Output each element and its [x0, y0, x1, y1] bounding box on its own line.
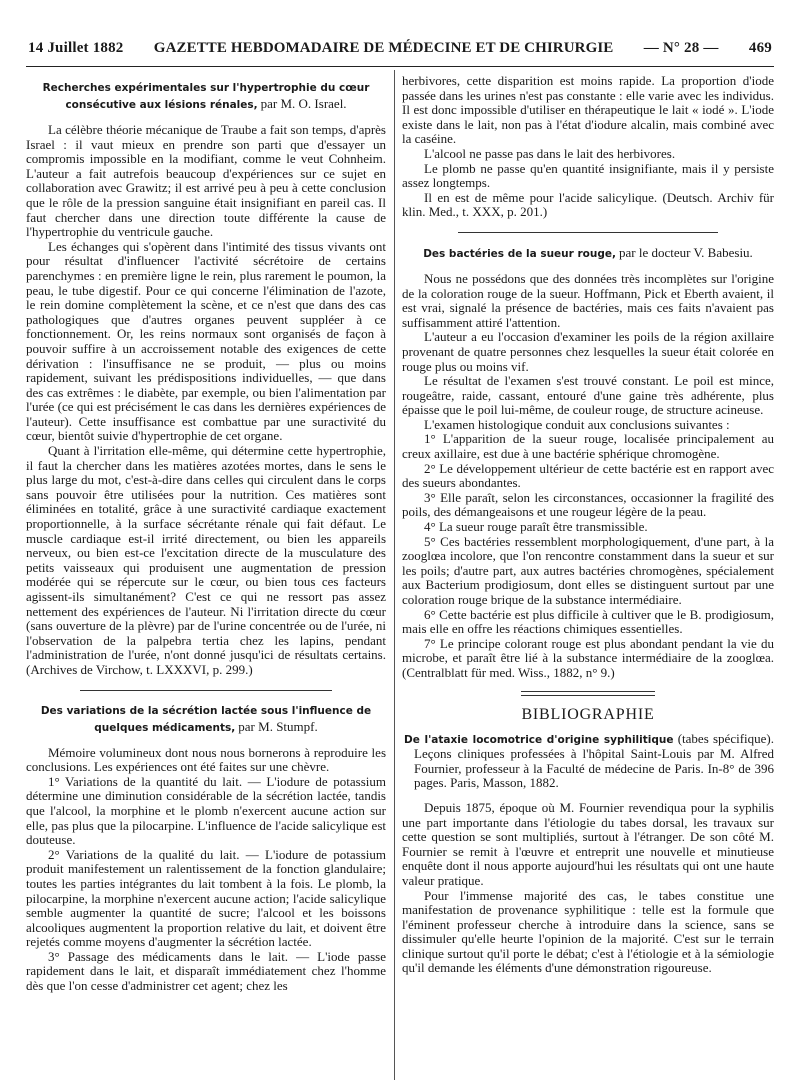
paragraph: Les échanges qui s'opèrent dans l'intimité des tissus vivants ont pour résultat d'influencer l'activité sécrétoire de certains parenchymes : en première ligne le rein, plus rarement le poumon, la peau, le tube digestif. Pour ce qui concerne l'élimination de l'azote, le rein domine complètement la scène, et ce n'est que dans des cas pathologiques que d'autres organes peuvent suppléer à ce fonctionnement. Or, les reins normaux sont organisés de façon à pouvoir suffire à un accroissement notable des exigences de cette dérivation : l'insuffisance ne se produit, — plus ou moins rapidement, suivant les prédispositions individuelles, — que dans des cas extrêmes : le diabète, par exemple, ou bien l'alimentation par l'urée (ce qui est précisément le cas dans les dernières expériences de l'auteur). Cette insuffisance est combattue par une suractivité du cœur, bientôt suivie d'hypertrophie de cet organe. [26, 238, 386, 444]
paragraph: L'alcool ne passe pas dans le lait des herbivores. [424, 145, 676, 161]
paragraph: L'examen histologique conduit aux conclusions suivantes : [424, 416, 730, 432]
paragraph: 4° La sueur rouge paraît être transmissible. [424, 519, 648, 535]
paragraph: 5° Ces bactéries ressemblent morphologiquement, d'une part, à la zooglœa incolore, que l'on rencontre constamment dans la sueur et sur les poils; d'autre part, aux autres bactéries chromogènes, spécialement aux Bacterium prodigiosum, dont elles se distinguent surtout par une coloration rouge brique de la substance intermédiaire. [402, 533, 774, 607]
section-separator [521, 691, 655, 696]
article-separator [458, 232, 718, 233]
header-rule [26, 66, 774, 67]
article-title-text: Recherches expérimentales sur l'hypertrophie du cœur consécutive aux lésions rénales, [42, 82, 370, 111]
paragraph: L'auteur a eu l'occasion d'examiner les poils de la région axillaire provenant de quatre personnes chez lesquelles la sueur était colorée en rouge plus ou moins vif. [402, 329, 774, 374]
article-author: par le docteur V. Babesiu. [618, 244, 753, 260]
bibliography-reference-title: De l'ataxie locomotrice d'origine syphilitique [404, 733, 674, 746]
bibliography-reference-details: (tabes spécifique). Leçons cliniques professées à l'hôpital Saint-Louis par M. Alfred Fournier, professeur à la Faculté de médecine de Paris. In-8° de 396 pages. Paris, Masson, 1882. [414, 730, 774, 791]
left-column [26, 74, 386, 1074]
bibliography-heading: BIBLIOGRAPHIE [521, 705, 655, 723]
paragraph: 3° Passage des médicaments dans le lait. — L'iode passe rapidement dans le lait, et disparaît immédiatement chez l'homme dès que l'on cesse d'administrer cet agent; chez les [26, 948, 386, 994]
article-title-text: Des bactéries de la sueur rouge, [423, 247, 616, 260]
paragraph: 1° L'apparition de la sueur rouge, localisée principalement au creux axillaire, est due à une bactérie sphérique chromogène. [402, 431, 774, 462]
article-title [26, 80, 386, 113]
article-title-text: Des variations de la sécrétion lactée sous l'influence de quelques médicaments, [40, 704, 372, 734]
paragraph: 3° Elle paraît, selon les circonstances, occasionner la fragilité des poils, des démangeaisons et une rougeur légère de la peau. [402, 489, 774, 520]
paragraph: Depuis 1875, époque où M. Fournier revendiqua pour la syphilis une part importante dans l'étiologie du tabes dorsal, les travaux sur cette question se sont multipliés, surtout à l'étranger. De son côté M. Fournier se remit à l'œuvre et entreprit une nouvelle et minutieuse enquête dont il nous apporte aujourd'hui les résultats qui ont une haute valeur pratique. [402, 799, 774, 888]
paragraph: Le plomb ne passe qu'en quantité insignifiante, mais il y persiste assez longtemps. [402, 160, 774, 191]
header-date: 14 Juillet 1882 [28, 40, 124, 56]
paragraph: 7° Le principe colorant rouge est plus abondant pendant la vie du microbe, et paraît être lié à la substance intermédiaire de la zooglœa. (Centralblatt für med. Wiss., 1882, n° 9.) [402, 635, 774, 680]
paragraph: La célèbre théorie mécanique de Traube a fait son temps, d'après Israel : il vaut mieux en prendre son parti que d'essayer un compromis impossible en la modifiant, comme le veut Cohnheim. L'auteur a fait autrefois beaucoup d'expériences sur ce sujet en collaboration avec Grawitz; il est arrivé peu à peu à cette conclusion que le rôle de la pression sanguine était insignifiant en pareil cas. Il faut chercher dans une direction toute différente la cause de l'hypertrophie du ventricule gauche. [26, 122, 386, 240]
paragraph: Mémoire volumineux dont nous nous bornerons à reproduire les conclusions. Les expériences ont été faites sur une chèvre. [26, 744, 386, 775]
paragraph: Quant à l'irritation elle-même, qui détermine cette hypertrophie, il faut la chercher dans les matières azotées mortes, dans le sens le plus large du mot, c'est-à-dire dans celles qui circulent dans le corps sans pouvoir être utilisées pour la nutrition. Ces matières sont éliminées en totalité, grâce à une suractivité cardiaque exactement proportionnelle, à la surface sécrétante rénale qui fait défaut. Le muscle cardiaque est-il irrité directement, ou bien les appareils nerveux, ou bien est-ce l'excitation directe de la musculature des petits vaisseaux qui produisent une augmentation de pression modérée qui se répercute sur le cœur, ou bien tous ces facteurs agissent-ils simultanément? C'est ce qui ne ressort pas assez nettement des expériences de l'auteur. Ni l'irritation directe du cœur (sans ouverture de la plèvre) par de l'urine concentrée ou de l'urée, ni l'observation de la palpebra tertia chez les lapins, pendant l'administration de l'urée, n'ont donné jusqu'ici de résultats certains. (Archives de Virchow, t. LXXXVI, p. 299.) [26, 443, 386, 677]
paragraph: Il en est de même pour l'acide salicylique. (Deutsch. Archiv für klin. Med., t. XXX, p. 201.) [402, 189, 774, 220]
paragraph: herbivores, cette disparition est moins rapide. La proportion d'iode passée dans les urines n'est pas constante : elle varie avec les individus. Il est donc impossible d'utiliser en thérapeutique le lait « iodé ». L'iode existe dans le lait, non pas à l'état d'iodure alcalin, mais combiné avec la caséine. [402, 74, 774, 147]
paragraph: 6° Cette bactérie est plus difficile à cultiver que le B. prodigiosum, mais elle en offre les réactions chimiques essentielles. [402, 606, 774, 637]
header-page-number: 469 [748, 40, 772, 56]
article-title [26, 703, 386, 736]
article-title [402, 245, 774, 262]
paragraph: Pour l'immense majorité des cas, le tabes constitue une manifestation de provenance syphilitique : telle est la formule que l'éminent professeur cherche à introduire dans la science, sans se dissimuler qu'elle heurte l'opinion de la majorité. C'est sur le terrain clinique surtout qu'il porte le débat; c'est à l'étiologie et à la sémiologie qu'il demande les éléments d'une démonstration rigoureuse. [402, 887, 774, 976]
article-author: par M. Stumpf. [238, 718, 318, 734]
paragraph: 2° Le développement ultérieur de cette bactérie est en rapport avec des sueurs abondantes. [402, 460, 774, 491]
column-divider [394, 70, 395, 1080]
paragraph: Nous ne possédons que des données très incomplètes sur l'origine de la coloration rouge de la sueur. Hoffmann, Pick et Eberth avaient, il est vrai, signalé la présence de bactéries, mais ces faits n'avaient pas suffisamment attiré l'attention. [402, 270, 774, 330]
paragraph: 1° Variations de la quantité du lait. — L'iodure de potassium détermine une diminution considérable de la sécrétion lactée, tandis que l'alcool, la morphine et le plomb n'exercent aucune action sur elle, pas plus que la pilocarpine. L'influence de l'acide salicylique est douteuse. [26, 773, 386, 848]
header-issue: — N° 28 — [643, 40, 719, 56]
paragraph: 2° Variations de la qualité du lait. — L'iodure de potassium produit manifestement un ralentissement de la fonction glandulaire; toutes les parties intégrantes du lait tombent à la fois. Le plomb, la pilocarpine, la morphine n'exercent aucune action; l'acide salicylique semble augmenter la quantité de sucre; l'alcool et les boissons alcooliques augmentent la proportion relative du lait, et doivent être rejetés comme moyens d'augmenter la sécrétion lactée. [26, 846, 386, 950]
article-separator [80, 690, 332, 691]
header-journal-title: GAZETTE HEBDOMADAIRE DE MÉDECINE ET DE CHIRURGIE [153, 40, 614, 56]
paragraph: Le résultat de l'examen s'est trouvé constant. Le poil est mince, rougeâtre, raide, cassant, entouré d'une gaine très adhérente, plus épaisse que le poil lui-même, de couleur rouge, de structure acineuse. [402, 373, 774, 418]
article-author: par M. O. Israel. [260, 96, 347, 111]
right-column [402, 74, 774, 1074]
page-header [28, 40, 772, 64]
bibliography-reference [402, 732, 774, 791]
